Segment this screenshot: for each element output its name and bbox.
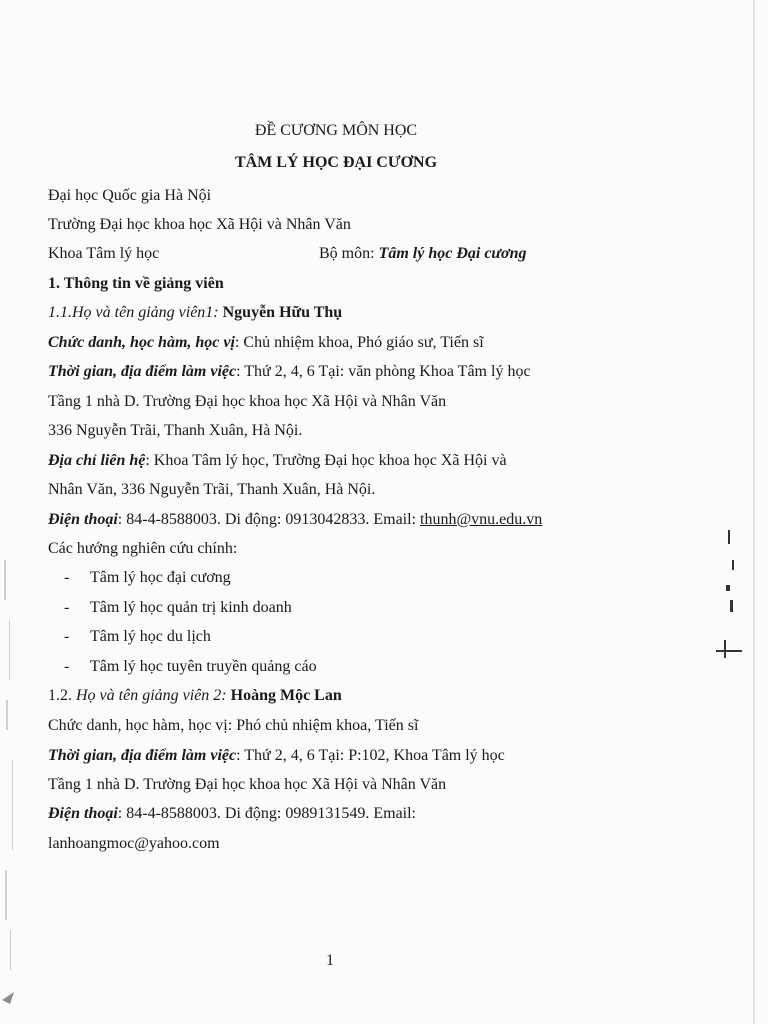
lecturer-1-street: 336 Nguyễn Trãi, Thanh Xuân, Hà Nội. — [48, 422, 303, 439]
lecturer-2-phone-label: Điện thoại — [48, 805, 118, 822]
bullet-dash: - — [64, 599, 70, 616]
lecturer-1-phone-line — [48, 510, 542, 530]
lecturer-1-title-value: : Chủ nhiệm khoa, Phó giáo sư, Tiến sĩ — [234, 334, 484, 351]
school-line: Trường Đại học khoa học Xã Hội và Nhân Văn — [48, 216, 351, 233]
faculty-text: Khoa Tâm lý học — [48, 245, 160, 262]
lecturer-1-address-label: Địa chỉ liên hệ — [48, 452, 146, 469]
lecturer-1-title-line — [48, 333, 484, 353]
lecturer-2-email[interactable]: lanhoangmoc@yahoo.com — [48, 835, 220, 852]
lecturer-1-name: Nguyễn Hữu Thụ — [222, 304, 343, 321]
lecturer-1-address-cont: Nhân Văn, 336 Nguyễn Trãi, Thanh Xuân, Hà Nội. — [48, 481, 376, 498]
lecturer-2-label: Họ và tên giảng viên 2: — [76, 687, 231, 704]
lecturer-2-name: Hoàng Mộc Lan — [230, 687, 342, 704]
lecturer-1-email-link[interactable]: thunh@vnu.edu.vn — [420, 511, 543, 528]
research-item: Tâm lý học quản trị kinh doanh — [90, 599, 292, 616]
lecturer-2-prefix: 1.2. — [48, 687, 76, 704]
university-line: Đại học Quốc gia Hà Nội — [48, 187, 212, 204]
bullet-dash: - — [64, 658, 70, 675]
research-item: Tâm lý học tuyên truyền quảng cáo — [90, 658, 317, 675]
title-line-2: TÂM LÝ HỌC ĐẠI CƯƠNG — [234, 154, 438, 171]
lecturer-2-name-line — [48, 686, 342, 706]
department-line — [319, 244, 527, 264]
title-line-1: ĐỀ CƯƠNG MÔN HỌC — [254, 122, 418, 139]
lecturer-1-title-label: Chức danh, học hàm, học vị — [48, 334, 235, 351]
bullet-dash: - — [64, 569, 70, 586]
lecturer-1-address-line — [48, 451, 507, 471]
lecturer-1-phone-label: Điện thoại — [48, 511, 118, 528]
lecturer-1-time-label: Thời gian, địa điểm làm việc — [48, 363, 237, 380]
scan-right-edge — [708, 0, 768, 1024]
research-item: Tâm lý học đại cương — [90, 569, 231, 586]
lecturer-1-label: 1.1.Họ và tên giảng viên1: — [48, 304, 223, 321]
lecturer-2-phone-value: : 84-4-8588003. Di động: 0989131549. Email: — [117, 805, 416, 822]
lecturer-1-phone-value: : 84-4-8588003. Di động: 0913042833. Email: — [117, 511, 420, 528]
section-1-heading: 1. Thông tin về giảng viên — [48, 275, 224, 292]
lecturer-2-phone-line — [48, 804, 416, 824]
bullet-dash: - — [64, 628, 70, 645]
lecturer-2-time-value: : Thứ 2, 4, 6 Tại: P:102, Khoa Tâm lý học — [236, 747, 505, 764]
lecturer-1-name-line — [48, 303, 342, 323]
lecturer-2-title-line: Chức danh, học hàm, học vị: Phó chủ nhiệm khoa, Tiến sĩ — [48, 717, 419, 734]
department-label: Bộ môn: — [319, 245, 379, 262]
lecturer-1-time-line — [48, 362, 531, 382]
research-item: Tâm lý học du lịch — [90, 628, 211, 645]
lecturer-2-time-label: Thời gian, địa điểm làm việc — [48, 747, 237, 764]
lecturer-2-building: Tầng 1 nhà D. Trường Đại học khoa học Xã Hội và Nhân Văn — [48, 776, 447, 793]
department-value: Tâm lý học Đại cương — [378, 245, 527, 262]
research-heading: Các hướng nghiên cứu chính: — [48, 540, 238, 557]
lecturer-1-address-value: : Khoa Tâm lý học, Trường Đại học khoa học Xã Hội và — [145, 452, 507, 469]
lecturer-1-building: Tầng 1 nhà D. Trường Đại học khoa học Xã Hội và Nhân Văn — [48, 393, 447, 410]
page-number: 1 — [326, 952, 334, 969]
lecturer-1-time-value: : Thứ 2, 4, 6 Tại: văn phòng Khoa Tâm lý học — [236, 363, 531, 380]
lecturer-2-time-line — [48, 746, 505, 766]
